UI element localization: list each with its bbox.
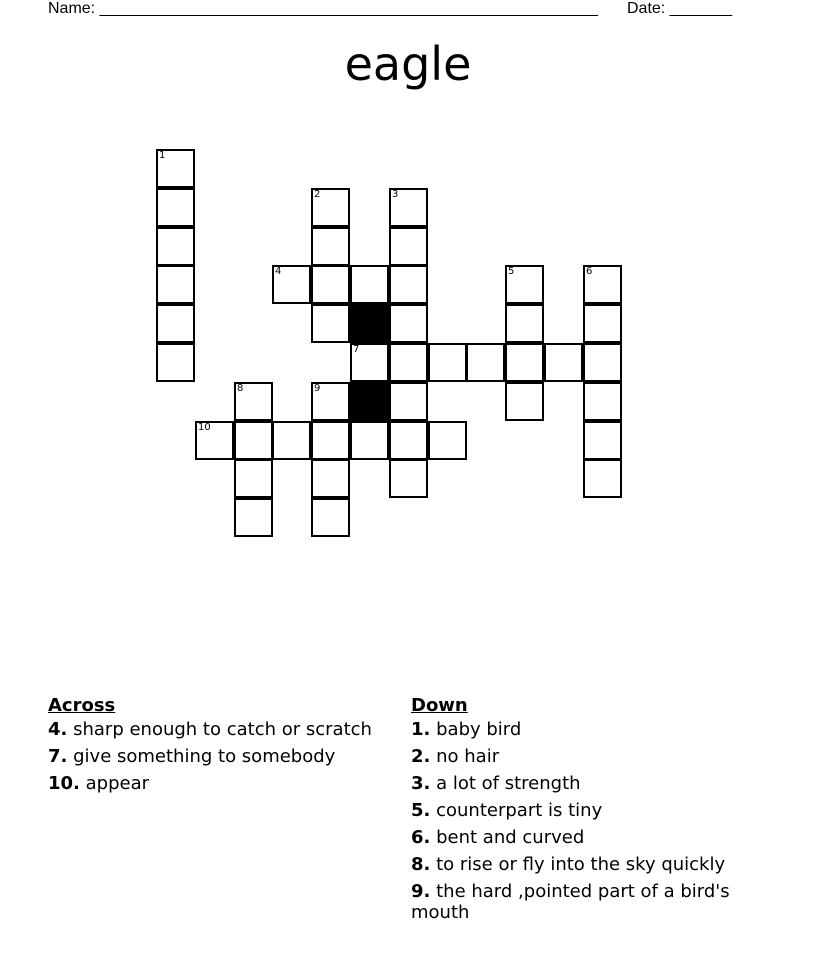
clue-number: 2. [411,746,431,767]
grid-cell[interactable] [156,343,195,382]
grid-cell[interactable] [583,265,622,304]
grid-cell[interactable] [583,382,622,421]
grid-cell[interactable] [389,227,428,266]
clue-number: 3. [411,773,431,794]
grid-cell[interactable] [428,421,467,460]
grid-cell[interactable] [156,227,195,266]
date-field[interactable]: Date: _______ [627,0,732,17]
down-clues [411,694,761,929]
grid-cell[interactable] [389,382,428,421]
clue-number: 9. [411,881,431,902]
across-clues [48,694,393,800]
clue-number: 1. [411,719,431,740]
grid-cell[interactable] [389,188,428,227]
clue-item [411,854,761,875]
grid-cell[interactable] [583,304,622,343]
grid-cell[interactable] [544,343,583,382]
clue-number-label: 1 [159,150,166,161]
down-heading: Down [411,695,468,716]
grid-cell[interactable] [311,188,350,227]
grid-cell[interactable] [311,227,350,266]
clue-number: 5. [411,800,431,821]
clue-number: 4. [48,719,68,740]
clue-item [411,881,761,923]
grid-cell[interactable] [234,459,273,498]
grid-cell[interactable] [389,459,428,498]
black-square [350,304,389,343]
grid-cell[interactable] [583,421,622,460]
clue-text: the hard ,pointed part of a bird's mouth [411,881,730,923]
clue-item [411,827,761,848]
clue-text: counterpart is tiny [436,800,603,821]
clue-number-label: 7 [353,344,360,355]
black-square [350,382,389,421]
grid-cell[interactable] [234,498,273,537]
clue-number-label: 6 [586,266,593,277]
clue-number-label: 8 [237,383,244,394]
clue-number-label: 2 [314,189,321,200]
clue-item [48,719,393,740]
clue-number-label: 3 [392,189,399,200]
grid-cell[interactable] [156,304,195,343]
clue-text: no hair [436,746,500,767]
clue-text: a lot of strength [436,773,581,794]
name-field[interactable]: Name: ________________________________________________________ [48,0,598,17]
page-title: eagle [344,37,472,91]
grid-cell[interactable] [311,498,350,537]
clue-text: bent and curved [436,827,585,848]
grid-cell[interactable] [505,304,544,343]
clue-text: sharp enough to catch or scratch [73,719,372,740]
across-heading: Across [48,695,116,716]
grid-cell[interactable] [156,265,195,304]
clue-item [411,773,761,794]
clue-item [48,746,393,767]
grid-cell[interactable] [389,304,428,343]
clue-number: 10. [48,773,80,794]
clue-item [48,773,393,794]
grid-cell[interactable] [311,382,350,421]
clue-text: baby bird [436,719,522,740]
grid-cell[interactable] [156,149,195,188]
grid-cell[interactable] [389,421,428,460]
clue-number-label: 4 [275,266,282,277]
grid-cell[interactable] [272,421,311,460]
grid-cell[interactable] [311,265,350,304]
clue-number: 7. [48,746,68,767]
grid-cell[interactable] [195,421,234,460]
grid-cell[interactable] [311,304,350,343]
clue-item [411,746,761,767]
grid-cell[interactable] [428,343,467,382]
grid-cell[interactable] [350,343,389,382]
grid-cell[interactable] [311,459,350,498]
grid-cell[interactable] [350,421,389,460]
grid-cell[interactable] [583,459,622,498]
grid-cell[interactable] [466,343,505,382]
clue-item [411,800,761,821]
grid-cell[interactable] [350,265,389,304]
clue-number-label: 5 [508,266,515,277]
grid-cell[interactable] [156,188,195,227]
grid-cell[interactable] [389,343,428,382]
grid-cell[interactable] [234,382,273,421]
grid-cell[interactable] [505,382,544,421]
grid-cell[interactable] [505,265,544,304]
grid-cell[interactable] [272,265,311,304]
clue-number-label: 10 [198,422,211,433]
clue-text: appear [85,773,150,794]
grid-cell[interactable] [583,343,622,382]
grid-cell[interactable] [311,421,350,460]
clue-number: 8. [411,854,431,875]
grid-cell[interactable] [234,421,273,460]
grid-cell[interactable] [389,265,428,304]
clue-text: to rise or fly into the sky quickly [436,854,726,875]
clue-number-label: 9 [314,383,321,394]
clue-text: give something to somebody [73,746,336,767]
grid-cell[interactable] [505,343,544,382]
clue-item [411,719,761,740]
clue-number: 6. [411,827,431,848]
